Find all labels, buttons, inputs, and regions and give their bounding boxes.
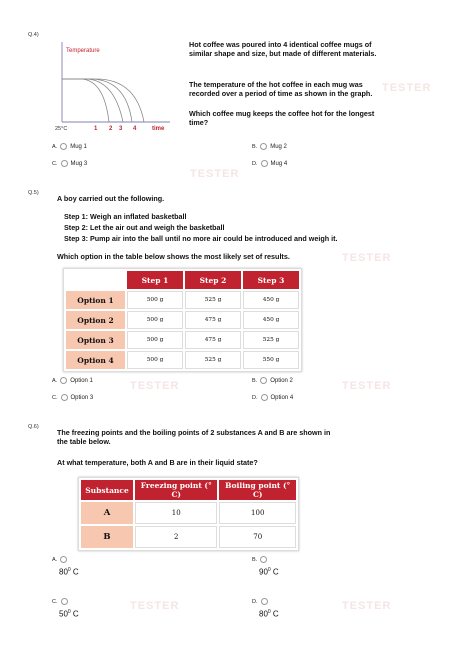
- table-cell: 525 g: [185, 351, 241, 369]
- option-letter: C.: [52, 394, 58, 401]
- q6-option-c-value: [59, 609, 79, 619]
- q4-text-3: Which coffee mug keeps the coffee hot for the longest time?: [189, 109, 375, 128]
- radio-button[interactable]: [261, 598, 268, 605]
- q5-step-2: Step 2: Let the air out and weigh the basketball: [64, 223, 225, 232]
- q4-option-b[interactable]: [252, 143, 287, 150]
- table-cell: 450 g: [243, 291, 299, 309]
- option-letter: B.: [252, 143, 258, 150]
- table-row: [81, 502, 296, 524]
- radio-button[interactable]: [60, 143, 67, 150]
- graph-ylabel: Temperature: [66, 48, 100, 54]
- radio-button[interactable]: [260, 556, 267, 563]
- table-header: Freezing point (° C): [135, 480, 217, 500]
- watermark: TESTER: [190, 168, 240, 180]
- radio-button[interactable]: [60, 377, 67, 384]
- radio-button[interactable]: [261, 394, 268, 401]
- table-row: [81, 526, 296, 548]
- table-cell: 500 g: [127, 311, 183, 329]
- degree-symbol: 0: [67, 567, 71, 573]
- temperature-unit: C: [272, 609, 279, 619]
- degree-symbol: 0: [267, 609, 271, 615]
- temperature-value: 90: [259, 567, 268, 577]
- question-number: Q.5): [28, 190, 39, 196]
- q4-text-1: Hot coffee was poured into 4 identical coffee mugs of similar shape and size, but made of different materials.: [189, 40, 377, 59]
- temperature-unit: C: [72, 567, 79, 577]
- watermark: TESTER: [342, 252, 392, 264]
- q6-option-c[interactable]: [52, 598, 68, 605]
- option-letter: A.: [52, 143, 58, 150]
- option-letter: D.: [252, 394, 258, 401]
- row-header: A: [81, 502, 133, 524]
- q6-option-a-value: [59, 567, 79, 577]
- graph-origin-label: 25°C: [55, 126, 68, 132]
- radio-button[interactable]: [61, 160, 68, 167]
- q5-option-d[interactable]: [252, 394, 293, 401]
- option-label: Option 4: [270, 394, 294, 401]
- table-row: [66, 291, 299, 309]
- q4-option-d[interactable]: [252, 160, 287, 167]
- watermark: TESTER: [130, 380, 180, 392]
- row-header: Option 3: [66, 331, 125, 349]
- watermark: TESTER: [342, 380, 392, 392]
- curve-label-4: 4: [133, 126, 137, 132]
- radio-button[interactable]: [260, 377, 267, 384]
- q6-prompt: At what temperature, both A and B are in their liquid state?: [57, 458, 258, 467]
- table-cell: 10: [135, 502, 217, 524]
- q5-option-c[interactable]: [52, 394, 93, 401]
- table-cell: 525 g: [243, 331, 299, 349]
- radio-button[interactable]: [261, 160, 268, 167]
- table-cell: 475 g: [185, 331, 241, 349]
- table-cell: 500 g: [127, 331, 183, 349]
- row-header: Option 1: [66, 291, 125, 309]
- row-header: Option 4: [66, 351, 125, 369]
- table-cell: 550 g: [243, 351, 299, 369]
- table-row: [66, 311, 299, 329]
- radio-button[interactable]: [61, 598, 68, 605]
- radio-button[interactable]: [61, 394, 68, 401]
- degree-symbol: 0: [267, 567, 271, 573]
- option-letter: A.: [52, 556, 58, 563]
- curve-1: [62, 79, 109, 122]
- table-header: Step 3: [243, 271, 299, 289]
- table-header: Step 1: [127, 271, 183, 289]
- q5-option-a[interactable]: [52, 377, 93, 384]
- q5-step-3: Step 3: Pump air into the ball until no more air could be introduced and weigh it.: [64, 234, 338, 243]
- cooling-graph: [52, 38, 178, 134]
- temperature-unit: C: [272, 567, 279, 577]
- curve-label-3: 3: [119, 126, 123, 132]
- option-letter: D.: [252, 598, 258, 605]
- option-letter: C.: [52, 160, 58, 167]
- q6-option-d-value: [259, 609, 279, 619]
- row-header: Option 2: [66, 311, 125, 329]
- question-number: Q.4): [28, 32, 39, 38]
- temperature-value: 80: [259, 609, 268, 619]
- radio-button[interactable]: [60, 556, 67, 563]
- table-cell: 450 g: [243, 311, 299, 329]
- temperature-unit: C: [72, 609, 79, 619]
- question-number: Q.6): [28, 424, 39, 430]
- option-label: Mug 4: [270, 160, 288, 167]
- option-label: Option 3: [70, 394, 94, 401]
- graph-xlabel: time: [152, 126, 165, 132]
- watermark: TESTER: [382, 82, 432, 94]
- temperature-value: 50: [59, 609, 68, 619]
- table-header: Step 2: [185, 271, 241, 289]
- q6-option-a[interactable]: [52, 556, 67, 563]
- q6-option-d[interactable]: [252, 598, 268, 605]
- table-cell: 70: [219, 526, 296, 548]
- q4-option-c[interactable]: [52, 160, 87, 167]
- option-letter: B.: [252, 377, 258, 384]
- q5-prompt: Which option in the table below shows the most likely set of results.: [57, 252, 290, 261]
- curve-label-1: 1: [94, 126, 98, 132]
- table-header: Substance: [81, 480, 133, 500]
- q6-substance-table: [78, 477, 299, 551]
- table-row: [66, 331, 299, 349]
- table-cell: 100: [219, 502, 296, 524]
- q6-option-b[interactable]: [252, 556, 267, 563]
- q5-option-b[interactable]: [252, 377, 293, 384]
- q4-text-2: The temperature of the hot coffee in each mug was recorded over a period of time as shown in the graph.: [189, 80, 373, 99]
- option-letter: A.: [52, 377, 58, 384]
- q5-step-1: Step 1: Weigh an inflated basketball: [64, 212, 187, 221]
- temperature-value: 80: [59, 567, 68, 577]
- table-corner: [66, 271, 125, 289]
- table-cell: 500 g: [127, 291, 183, 309]
- option-letter: B.: [252, 556, 258, 563]
- radio-button[interactable]: [260, 143, 267, 150]
- table-cell: 525 g: [185, 291, 241, 309]
- row-header: B: [81, 526, 133, 548]
- watermark: TESTER: [342, 600, 392, 612]
- watermark: TESTER: [130, 600, 180, 612]
- option-label: Mug 1: [70, 143, 87, 150]
- table-cell: 475 g: [185, 311, 241, 329]
- q5-intro: A boy carried out the following.: [57, 194, 165, 203]
- q6-option-b-value: [259, 567, 279, 577]
- q4-option-a[interactable]: [52, 143, 87, 150]
- option-label: Option 1: [70, 377, 93, 384]
- table-row: [66, 351, 299, 369]
- option-label: Mug 2: [270, 143, 287, 150]
- curve-4: [62, 79, 144, 122]
- option-letter: C.: [52, 598, 58, 605]
- table-header: Boiling point (° C): [219, 480, 296, 500]
- q6-text-1: The freezing points and the boiling points of 2 substances A and B are shown in the table below.: [57, 428, 331, 447]
- option-label: Option 2: [270, 377, 293, 384]
- table-cell: 2: [135, 526, 217, 548]
- curve-label-2: 2: [109, 126, 113, 132]
- option-letter: D.: [252, 160, 258, 167]
- q5-results-table: [63, 268, 302, 372]
- degree-symbol: 0: [67, 609, 71, 615]
- option-label: Mug 3: [70, 160, 88, 167]
- table-cell: 500 g: [127, 351, 183, 369]
